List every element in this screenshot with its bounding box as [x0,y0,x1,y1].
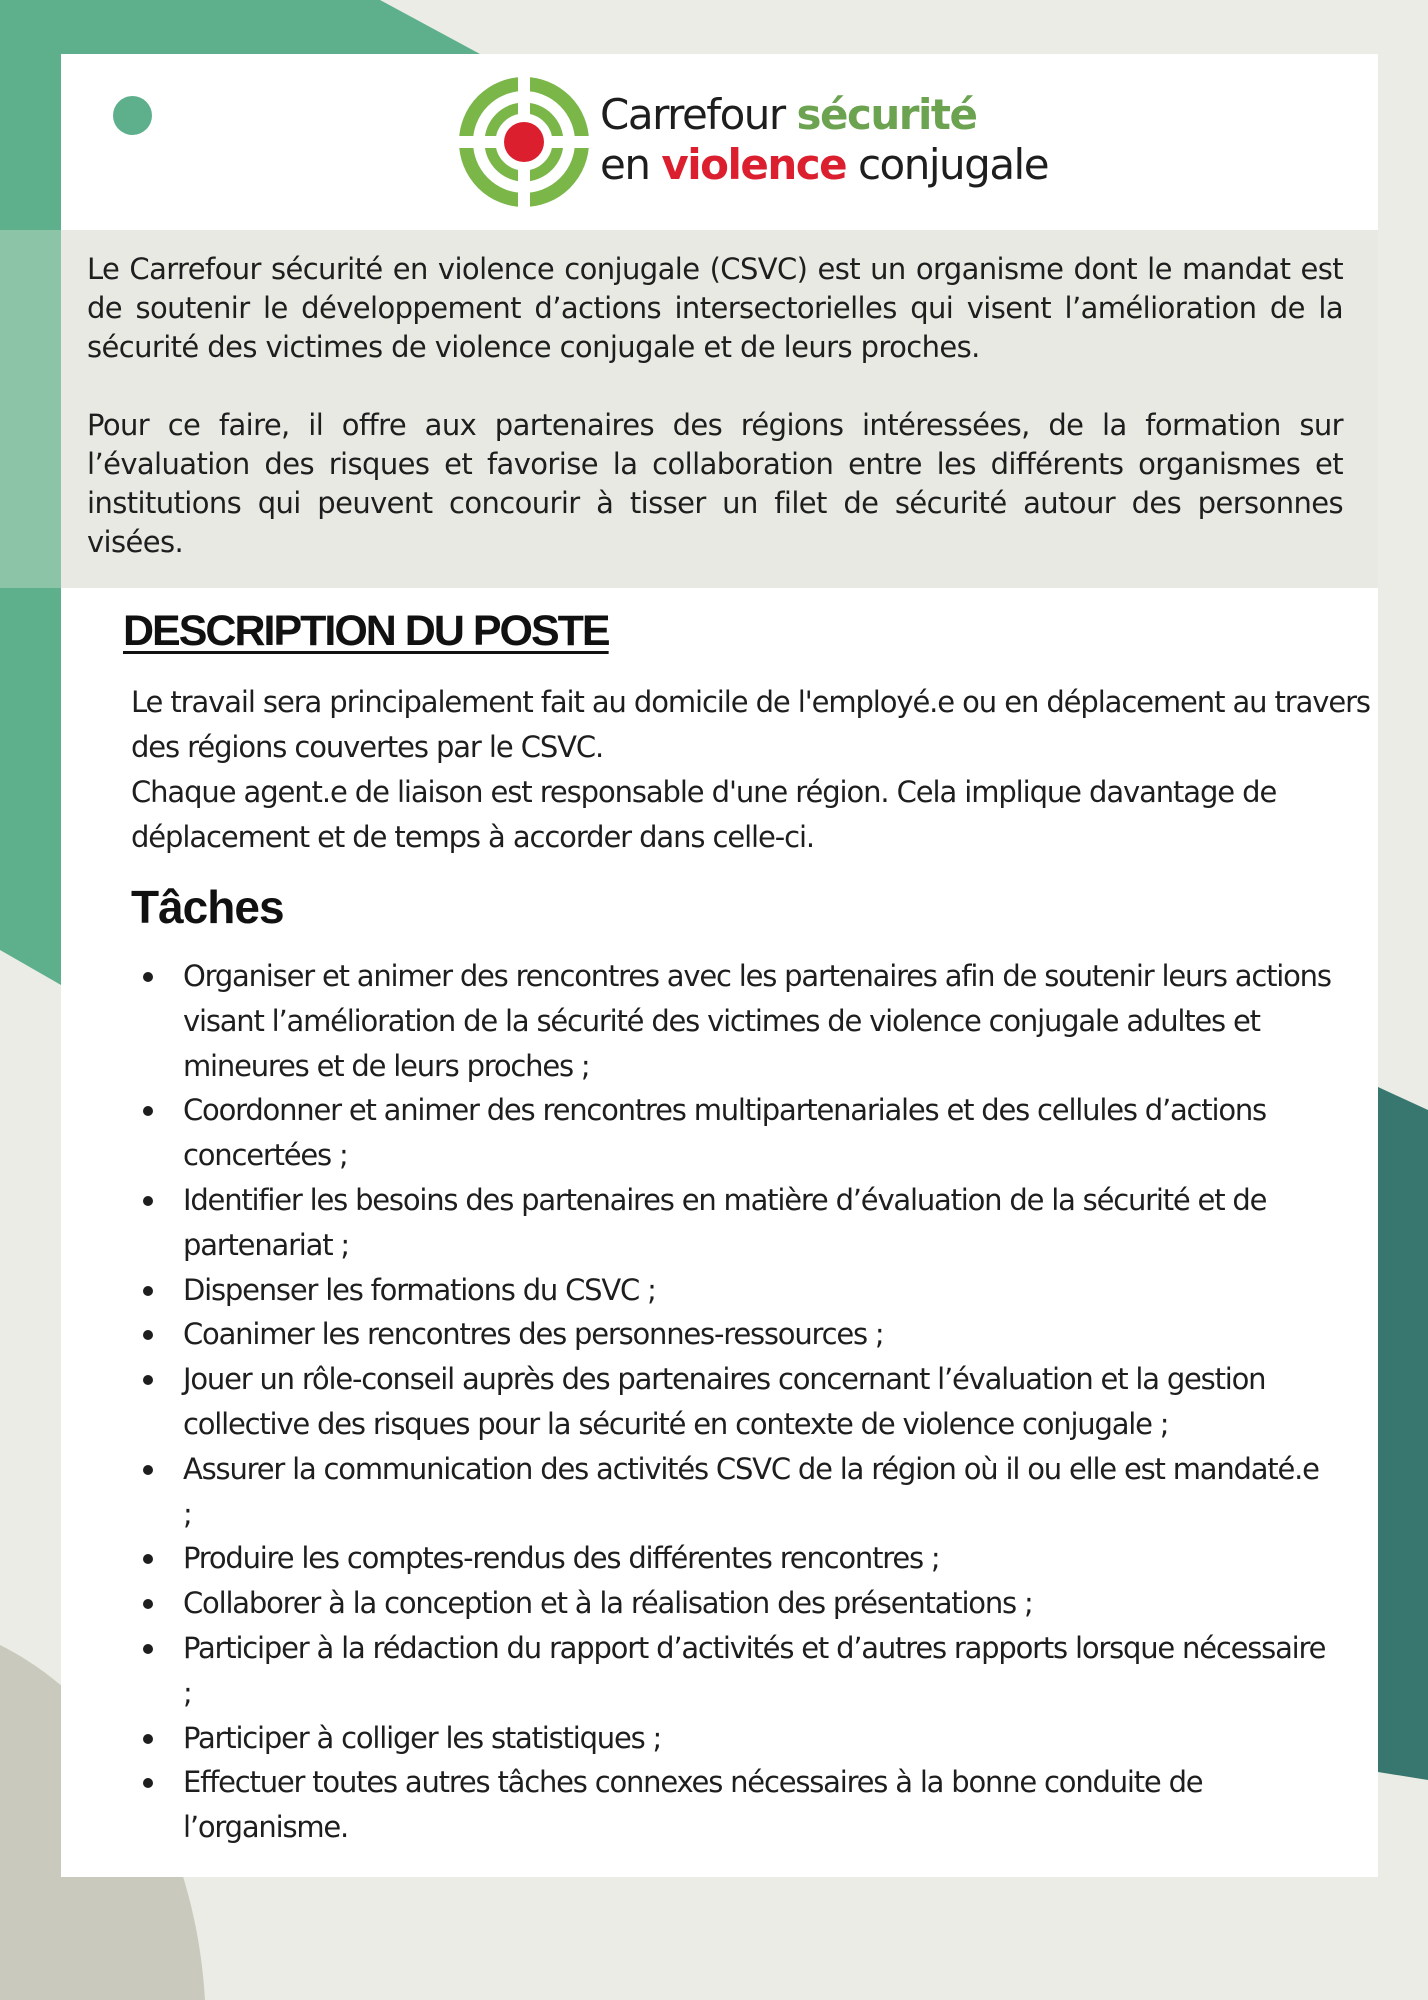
bullet-icon [143,1286,153,1296]
list-item-text: Collaborer à la conception et à la réalisation des présentations ; [183,1586,1033,1621]
list-item [131,1268,1331,1313]
list-item [131,1357,1331,1447]
section-title-tasks: Tâches [131,881,284,933]
bullet-icon [143,1465,153,1475]
logo-text-en: en [600,140,662,189]
bullet-icon [143,1734,153,1744]
target-icon [458,72,598,212]
task-list [131,954,1331,1850]
list-item [131,954,1331,1088]
bullet-icon [143,972,153,982]
teal-right-shape [1378,1087,1428,1780]
list-item-text: Dispenser les formations du CSVC ; [183,1272,656,1307]
list-item-text: Participer à colliger les statistiques ; [183,1720,662,1755]
bullet-icon [143,1330,153,1340]
list-item-text: Coordonner et animer des rencontres multipartenariales et des cellules d’actions concertées ; [183,1093,1266,1173]
list-item [131,1581,1331,1626]
logo-wordmark [600,90,1048,190]
list-item-text: Produire les comptes-rendus des différentes rencontres ; [183,1541,940,1576]
logo-text-securite: sécurité [796,90,977,139]
list-item [131,1536,1331,1581]
list-item [131,1312,1331,1357]
header [61,54,1378,230]
list-item [131,1447,1331,1537]
logo-text-violence: violence [661,140,847,189]
list-item [131,1760,1331,1850]
list-item-text: Organiser et animer des rencontres avec les partenaires afin de soutenir leurs actions visant l’amélioration de la sécurité des victimes de violence conjugale adultes et mineures et de leurs proches ; [183,959,1331,1083]
list-item [131,1088,1331,1178]
section-title-description: DESCRIPTION DU POSTE [123,607,609,655]
logo-text-conjugale: conjugale [846,140,1049,189]
list-item-text: Effectuer toutes autres tâches connexes nécessaires à la bonne conduite de l’organisme. [183,1765,1203,1845]
green-band-left [0,230,61,588]
decorative-dot [113,96,152,135]
list-item [131,1178,1331,1268]
description-paragraph-1: Le travail sera principalement fait au domicile de l'employé.e ou en déplacement au travers des régions couvertes par le CSVC. [131,685,1370,764]
intro-paragraph-1: Le Carrefour sécurité en violence conjugale (CSVC) est un organisme dont le mandat est de soutenir le développement d’actions intersectorielles qui visent l’amélioration de la sécurité des victimes de violence conjugale et de leurs proches. [87,252,1343,364]
bullet-icon [143,1554,153,1564]
logo-text-carrefour: Carrefour [600,90,797,139]
list-item [131,1716,1331,1761]
bullet-icon [143,1196,153,1206]
list-item-text: Participer à la rédaction du rapport d’activités et d’autres rapports lorsque nécessaire ; [183,1630,1326,1710]
bullet-icon [143,1106,153,1116]
bullet-icon [143,1778,153,1788]
bullet-icon [143,1375,153,1385]
list-item [131,1626,1331,1716]
intro-paragraph-2: Pour ce faire, il offre aux partenaires des régions intéressées, de la formation sur l’évaluation des risques et favorise la collaboration entre les différents organismes et institutions qui peuvent concourir à tisser un filet de sécurité autour des personnes visées. [87,408,1343,559]
list-item-text: Jouer un rôle-conseil auprès des partenaires concernant l’évaluation et la gestion collective des risques pour la sécurité en contexte de violence conjugale ; [183,1362,1266,1441]
list-item-text: Identifier les besoins des partenaires en matière d’évaluation de la sécurité et de partenariat ; [183,1182,1267,1262]
bullet-icon [143,1599,153,1609]
document-card [61,54,1378,1877]
list-item-text: Assurer la communication des activités CSVC de la région où il ou elle est mandaté.e ; [183,1451,1319,1531]
organization-logo [458,72,1098,212]
list-item-text: Coanimer les rencontres des personnes-ressources ; [183,1317,884,1352]
bullet-icon [143,1644,153,1654]
description-paragraph-2: Chaque agent.e de liaison est responsable d'une région. Cela implique davantage de déplacement et de temps à accorder dans celle-ci. [131,775,1277,854]
